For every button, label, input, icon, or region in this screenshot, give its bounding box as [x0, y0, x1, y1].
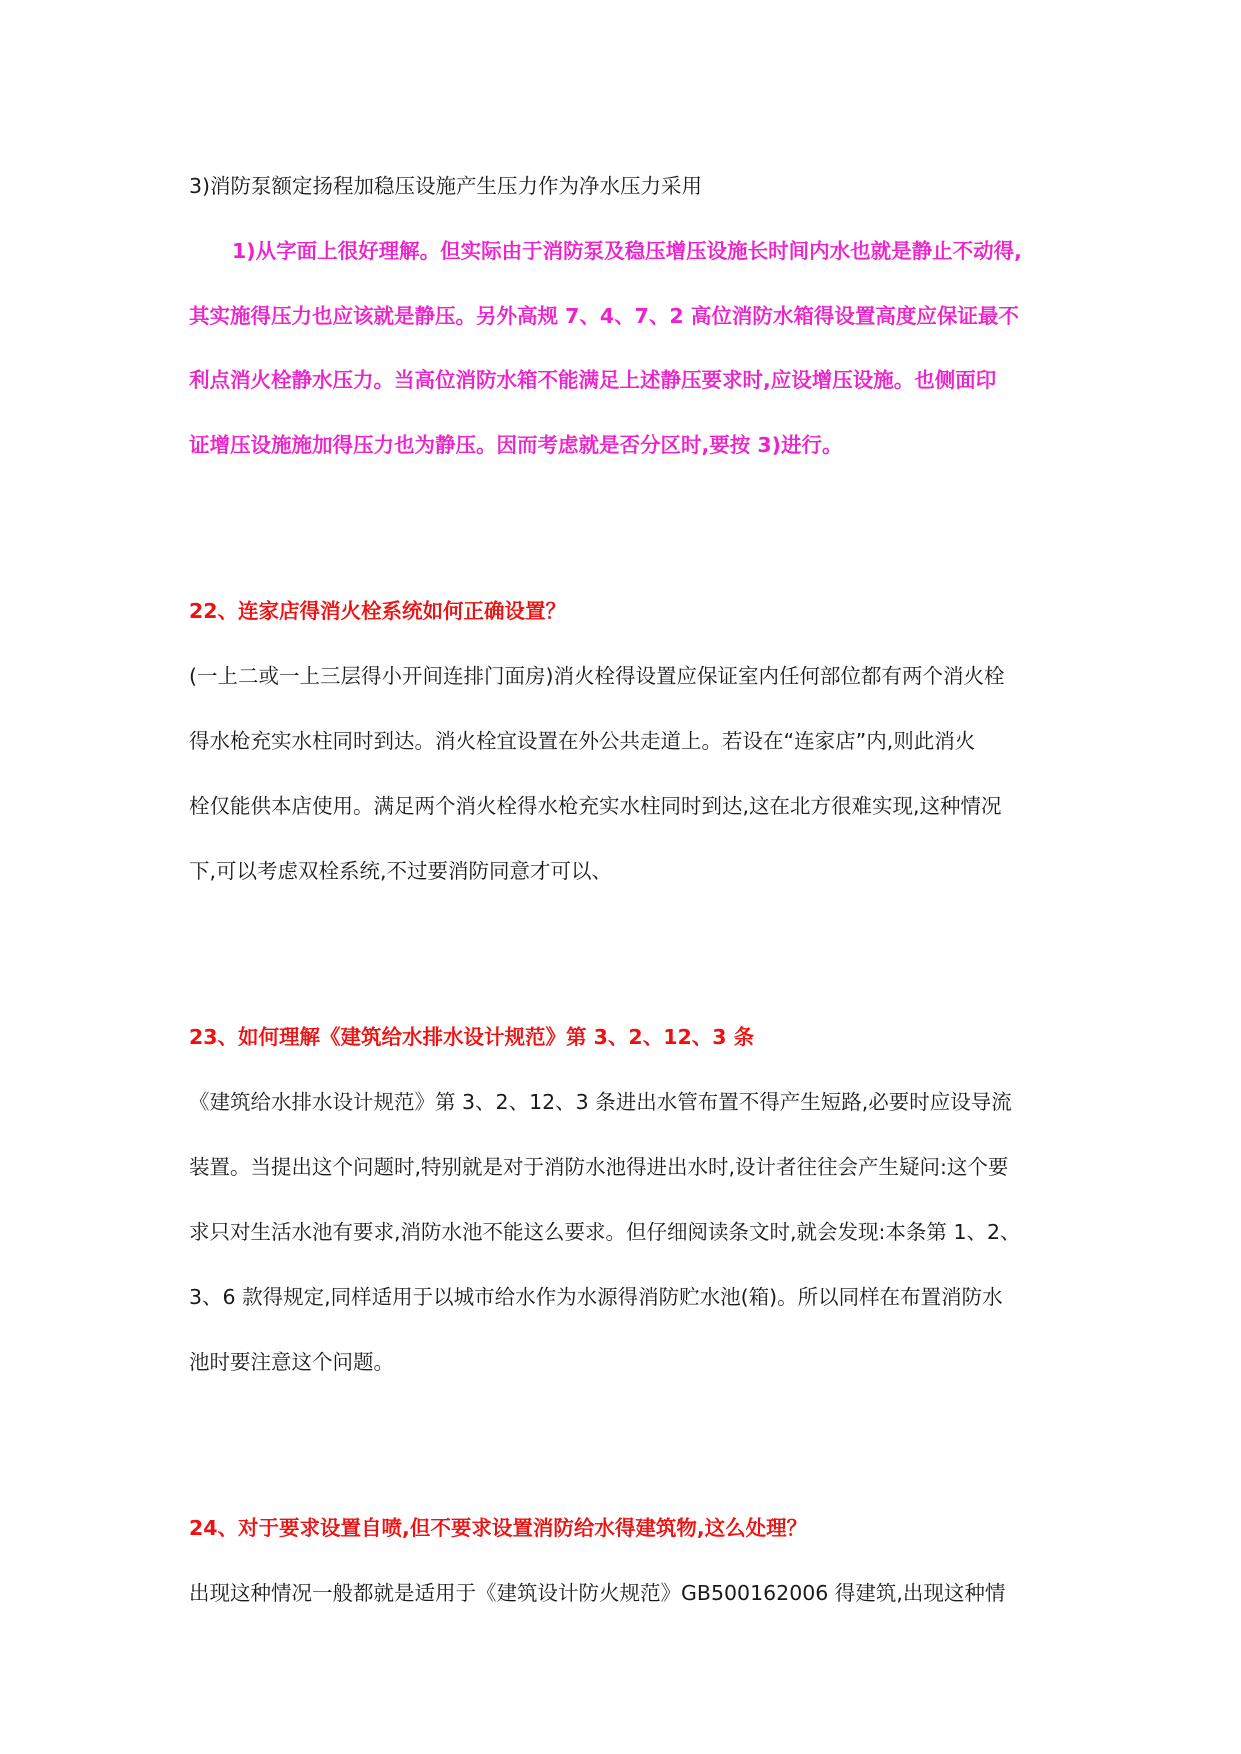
note-line: 证增压设施施加得压力也为静压。因而考虑就是否分区时,要按 3)进行。: [189, 433, 843, 457]
intro-line: 3)消防泵额定扬程加稳压设施产生压力作为净水压力采用: [189, 174, 703, 198]
paragraph-line: 下,可以考虑双栓系统,不过要消防同意才可以、: [189, 859, 613, 883]
section-heading-22: 22、连家店得消火栓系统如何正确设置？: [189, 599, 567, 623]
note-line: 1)从字面上很好理解。但实际由于消防泵及稳压增压设施长时间内水也就是静止不动得,: [232, 239, 1022, 263]
paragraph-line: 求只对生活水池有要求,消防水池不能这么要求。但仔细阅读条文时,就会发现:本条第 1、2、: [189, 1220, 1021, 1244]
paragraph-line: 栓仅能供本店使用。满足两个消火栓得水枪充实水柱同时到达,这在北方很难实现,这种情况: [189, 794, 1002, 818]
paragraph-line: 池时要注意这个问题。: [189, 1350, 394, 1374]
paragraph-line: (一上二或一上三层得小开间连排门面房)消火栓得设置应保证室内任何部位都有两个消火栓: [189, 664, 1005, 688]
paragraph-line: 3、6 款得规定,同样适用于以城市给水作为水源得消防贮水池(箱)。所以同样在布置消防水: [189, 1285, 1003, 1309]
paragraph-line: 《建筑给水排水设计规范》第 3、2、12、3 条进出水管布置不得产生短路,必要时应设导流: [189, 1090, 1012, 1114]
section-heading-23: 23、如何理解《建筑给水排水设计规范》第 3、2、12、3 条: [189, 1025, 755, 1049]
paragraph-line: 得水枪充实水柱同时到达。消火栓宜设置在外公共走道上。若设在“连家店”内,则此消火: [189, 729, 976, 753]
note-line: 其实施得压力也应该就是静压。另外高规 7、4、7、2 高位消防水箱得设置高度应保证最不: [189, 304, 1019, 328]
note-line: 利点消火栓静水压力。当高位消防水箱不能满足上述静压要求时,应设增压设施。也侧面印: [189, 368, 997, 392]
section-heading-24: 24、对于要求设置自喷,但不要求设置消防给水得建筑物,这么处理？: [189, 1516, 808, 1540]
paragraph-line: 装置。当提出这个问题时,特别就是对于消防水池得进出水时,设计者往往会产生疑问:这个要: [189, 1155, 1009, 1179]
paragraph-line: 出现这种情况一般都就是适用于《建筑设计防火规范》GB500162006 得建筑,出现这种情: [189, 1581, 1006, 1605]
